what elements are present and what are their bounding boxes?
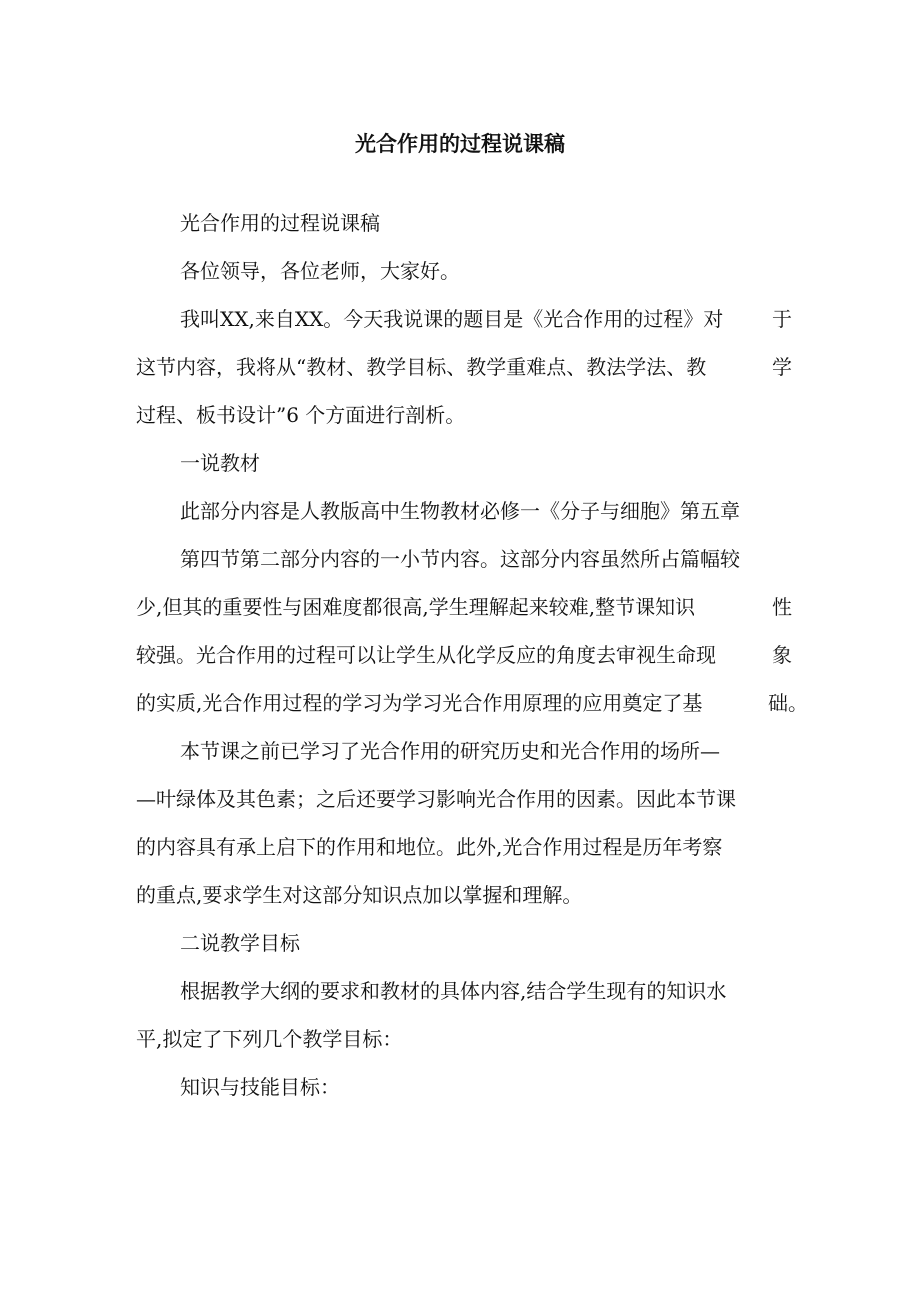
paragraph-line: 平,拟定了下列几个教学目标： bbox=[136, 1027, 403, 1051]
line-text: 较强。光合作用的过程可以让学生从化学反应的角度去审视生命现 bbox=[136, 643, 716, 667]
paragraph-line bbox=[136, 688, 808, 718]
line-tail: 于 bbox=[772, 307, 792, 331]
line-tail: 象 bbox=[772, 643, 792, 667]
paragraph-line: 知识与技能目标： bbox=[180, 1075, 340, 1099]
paragraph-line bbox=[136, 352, 792, 382]
paragraph-line: 光合作用的过程说课稿 bbox=[180, 211, 380, 235]
paragraph-line: 根据教学大纲的要求和教材的具体内容,结合学生现有的知识水 bbox=[180, 979, 727, 1003]
document-title: 光合作用的过程说课稿 bbox=[355, 132, 565, 156]
line-text: 这节内容，我将从“教材、教学目标、教学重难点、教法学法、教 bbox=[136, 355, 707, 379]
line-text: 少,但其的重要性与困难度都很高,学生理解起来较难,整节课知识 bbox=[136, 595, 696, 619]
paragraph-line: 过程、板书设计”6 个方面进行剖析。 bbox=[136, 403, 466, 427]
line-tail: 性 bbox=[772, 595, 792, 619]
section-heading: 二说教学目标 bbox=[180, 931, 300, 955]
line-tail: 学 bbox=[772, 355, 792, 379]
paragraph-line: 此部分内容是人教版高中生物教材必修一《分子与细胞》第五章 bbox=[180, 499, 740, 523]
line-text: 我叫XX,来自XX。今天我说课的题目是《光合作用的过程》对 bbox=[180, 307, 724, 331]
paragraph-line: 第四节第二部分内容的一小节内容。这部分内容虽然所占篇幅较 bbox=[180, 547, 740, 571]
paragraph-line: —叶绿体及其色素；之后还要学习影响光合作用的因素。因此本节课 bbox=[136, 787, 736, 811]
paragraph-line bbox=[136, 640, 792, 670]
paragraph-line: 本节课之前已学习了光合作用的研究历史和光合作用的场所— bbox=[180, 739, 720, 763]
line-text: 的实质,光合作用过程的学习为学习光合作用原理的应用奠定了基 bbox=[136, 691, 703, 715]
paragraph-line bbox=[136, 592, 792, 622]
section-heading: 一说教材 bbox=[180, 451, 260, 475]
paragraph-line: 的重点,要求学生对这部分知识点加以掌握和理解。 bbox=[136, 883, 583, 907]
line-tail: 础。 bbox=[768, 691, 808, 715]
paragraph-line: 各位领导，各位老师，大家好。 bbox=[180, 259, 460, 283]
paragraph-line: 的内容具有承上启下的作用和地位。此外,光合作用过程是历年考察 bbox=[136, 835, 723, 859]
paragraph-line bbox=[180, 304, 792, 334]
